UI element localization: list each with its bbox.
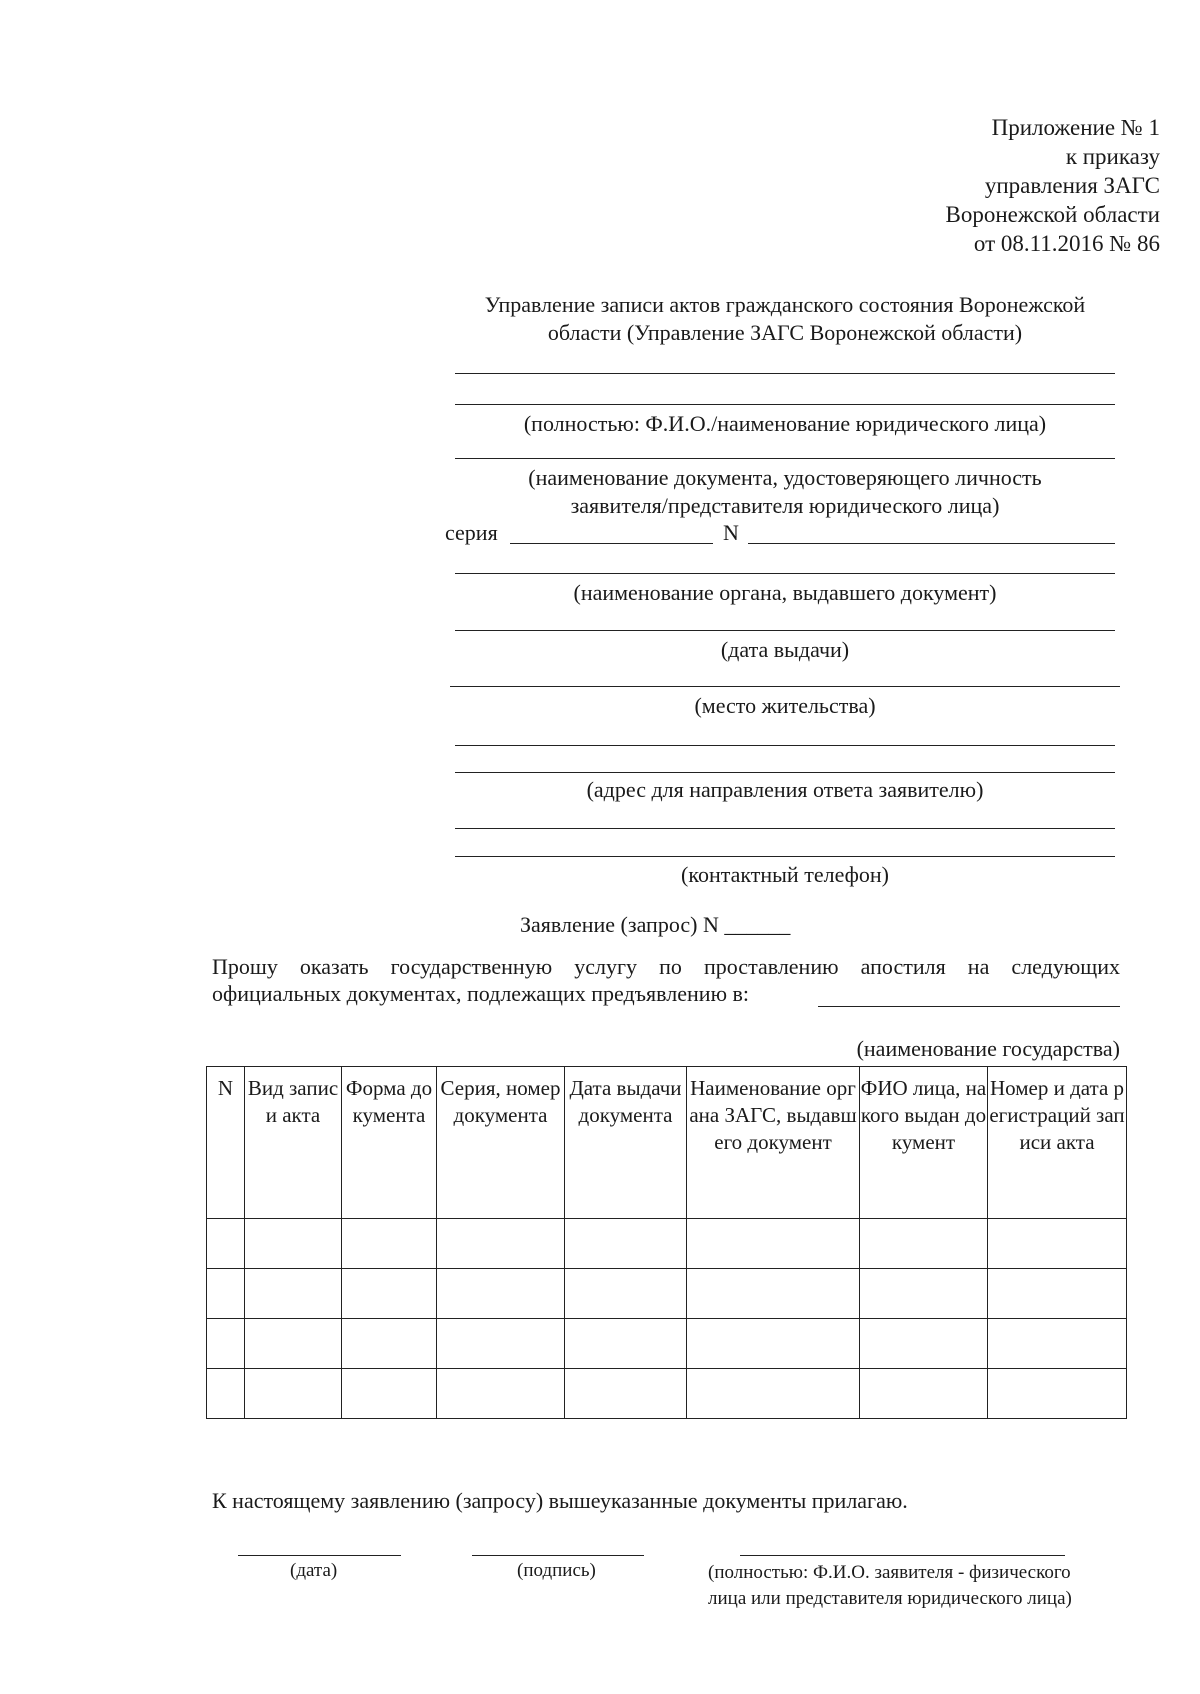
request-line-1: Прошу оказать государственную услугу по проставлению апостиля на следующих xyxy=(212,954,1120,979)
caption-state: (наименование государства) xyxy=(856,1036,1120,1061)
caption-reply-address: (адрес для направления ответа заявителю) xyxy=(586,777,984,802)
header-number: N xyxy=(207,1067,245,1219)
table-cell[interactable] xyxy=(245,1369,342,1419)
table-cell[interactable] xyxy=(988,1319,1127,1369)
caption-applicant-2: лица или представителя юридического лица) xyxy=(708,1588,1072,1609)
caption-date: (дата) xyxy=(290,1560,338,1581)
table-cell[interactable] xyxy=(437,1269,565,1319)
table-cell[interactable] xyxy=(565,1319,687,1369)
caption-residence: (место жительства) xyxy=(694,693,876,718)
table-row xyxy=(207,1219,1127,1269)
table-cell[interactable] xyxy=(988,1269,1127,1319)
caption-fullname: (полностью: Ф.И.О./наименование юридического лица) xyxy=(523,411,1047,436)
header-series-number: Серия, номер документа xyxy=(437,1067,565,1219)
table-cell[interactable] xyxy=(565,1269,687,1319)
residence-fill-line[interactable] xyxy=(450,686,1120,687)
appendix-issuer: управления ЗАГС xyxy=(984,173,1160,198)
fullname-fill-line-1[interactable] xyxy=(455,373,1115,374)
table-cell[interactable] xyxy=(245,1319,342,1369)
date-signature-line[interactable] xyxy=(238,1555,401,1556)
table-cell[interactable] xyxy=(988,1369,1127,1419)
series-label: серия xyxy=(445,520,498,545)
table-cell[interactable] xyxy=(687,1319,860,1369)
header-issuing-office: Наименование органа ЗАГС, выдавшего документ xyxy=(687,1067,860,1219)
addressee-organization xyxy=(440,291,1130,347)
appendix-order-ref: к приказу xyxy=(1065,144,1160,169)
number-label: N xyxy=(723,520,739,545)
table-cell[interactable] xyxy=(860,1269,988,1319)
documents-table xyxy=(206,1066,1127,1419)
org-name-line2: области (Управление ЗАГС Воронежской области) xyxy=(547,320,1023,345)
table-cell[interactable] xyxy=(860,1369,988,1419)
org-name-line1: Управление записи актов гражданского состояния Воронежской xyxy=(484,292,1086,317)
table-cell[interactable] xyxy=(207,1369,245,1419)
table-cell[interactable] xyxy=(342,1369,437,1419)
issuer-fill-line[interactable] xyxy=(455,573,1115,574)
header-holder-name: ФИО лица, на кого выдан документ xyxy=(860,1067,988,1219)
header-document-form: Форма документа xyxy=(342,1067,437,1219)
table-cell[interactable] xyxy=(860,1219,988,1269)
caption-phone: (контактный телефон) xyxy=(681,862,889,887)
header-registration: Номер и дата регистраций записи акта xyxy=(988,1067,1127,1219)
phone-fill-line-1[interactable] xyxy=(455,828,1115,829)
table-cell[interactable] xyxy=(207,1269,245,1319)
application-title: Заявление (запрос) N ______ xyxy=(520,912,791,937)
issue-date-fill-line[interactable] xyxy=(455,630,1115,631)
state-fill-line[interactable] xyxy=(818,1006,1120,1007)
request-paragraph xyxy=(212,953,1120,1007)
header-issue-date: Дата выдачи документа xyxy=(565,1067,687,1219)
appendix-date-number: от 08.11.2016 № 86 xyxy=(973,231,1160,256)
table-row xyxy=(207,1319,1127,1369)
table-row xyxy=(207,1269,1127,1319)
table-cell[interactable] xyxy=(437,1219,565,1269)
table-cell[interactable] xyxy=(687,1219,860,1269)
table-cell[interactable] xyxy=(342,1269,437,1319)
signature-line[interactable] xyxy=(472,1555,644,1556)
table-cell[interactable] xyxy=(437,1319,565,1369)
table-cell[interactable] xyxy=(342,1219,437,1269)
caption-id-document-2: заявителя/представителя юридического лица) xyxy=(570,493,1000,518)
table-cell[interactable] xyxy=(687,1269,860,1319)
attachment-statement: К настоящему заявлению (запросу) вышеуказанные документы прилагаю. xyxy=(212,1488,908,1513)
table-cell[interactable] xyxy=(565,1219,687,1269)
reply-address-fill-line-1[interactable] xyxy=(455,745,1115,746)
phone-fill-line-2[interactable] xyxy=(455,856,1115,857)
table-cell[interactable] xyxy=(860,1319,988,1369)
header-record-type: Вид записи акта xyxy=(245,1067,342,1219)
table-cell[interactable] xyxy=(988,1219,1127,1269)
fullname-fill-line-2[interactable] xyxy=(455,404,1115,405)
table-cell[interactable] xyxy=(207,1319,245,1369)
caption-issue-date: (дата выдачи) xyxy=(720,637,850,662)
table-cell[interactable] xyxy=(565,1369,687,1419)
id-document-fill-line[interactable] xyxy=(455,458,1115,459)
appendix-block xyxy=(780,113,1160,258)
caption-issuer: (наименование органа, выдавшего документ) xyxy=(573,580,997,605)
series-fill-line[interactable] xyxy=(510,543,713,544)
number-fill-line[interactable] xyxy=(748,543,1115,544)
table-cell[interactable] xyxy=(342,1319,437,1369)
table-header-row xyxy=(207,1067,1127,1219)
caption-id-document-1: (наименование документа, удостоверяющего личность xyxy=(528,465,1042,490)
table-cell[interactable] xyxy=(687,1369,860,1419)
appendix-region: Воронежской области xyxy=(945,202,1160,227)
request-line-2: официальных документах, подлежащих предъявлению в: xyxy=(212,981,750,1006)
table-cell[interactable] xyxy=(437,1369,565,1419)
table-cell[interactable] xyxy=(245,1269,342,1319)
table-row xyxy=(207,1369,1127,1419)
table-cell[interactable] xyxy=(207,1219,245,1269)
applicant-name-line[interactable] xyxy=(740,1555,1065,1556)
table-cell[interactable] xyxy=(245,1219,342,1269)
appendix-title: Приложение № 1 xyxy=(991,115,1160,140)
reply-address-fill-line-2[interactable] xyxy=(455,772,1115,773)
caption-signature: (подпись) xyxy=(517,1560,596,1581)
caption-applicant-1: (полностью: Ф.И.О. заявителя - физического xyxy=(708,1562,1071,1583)
